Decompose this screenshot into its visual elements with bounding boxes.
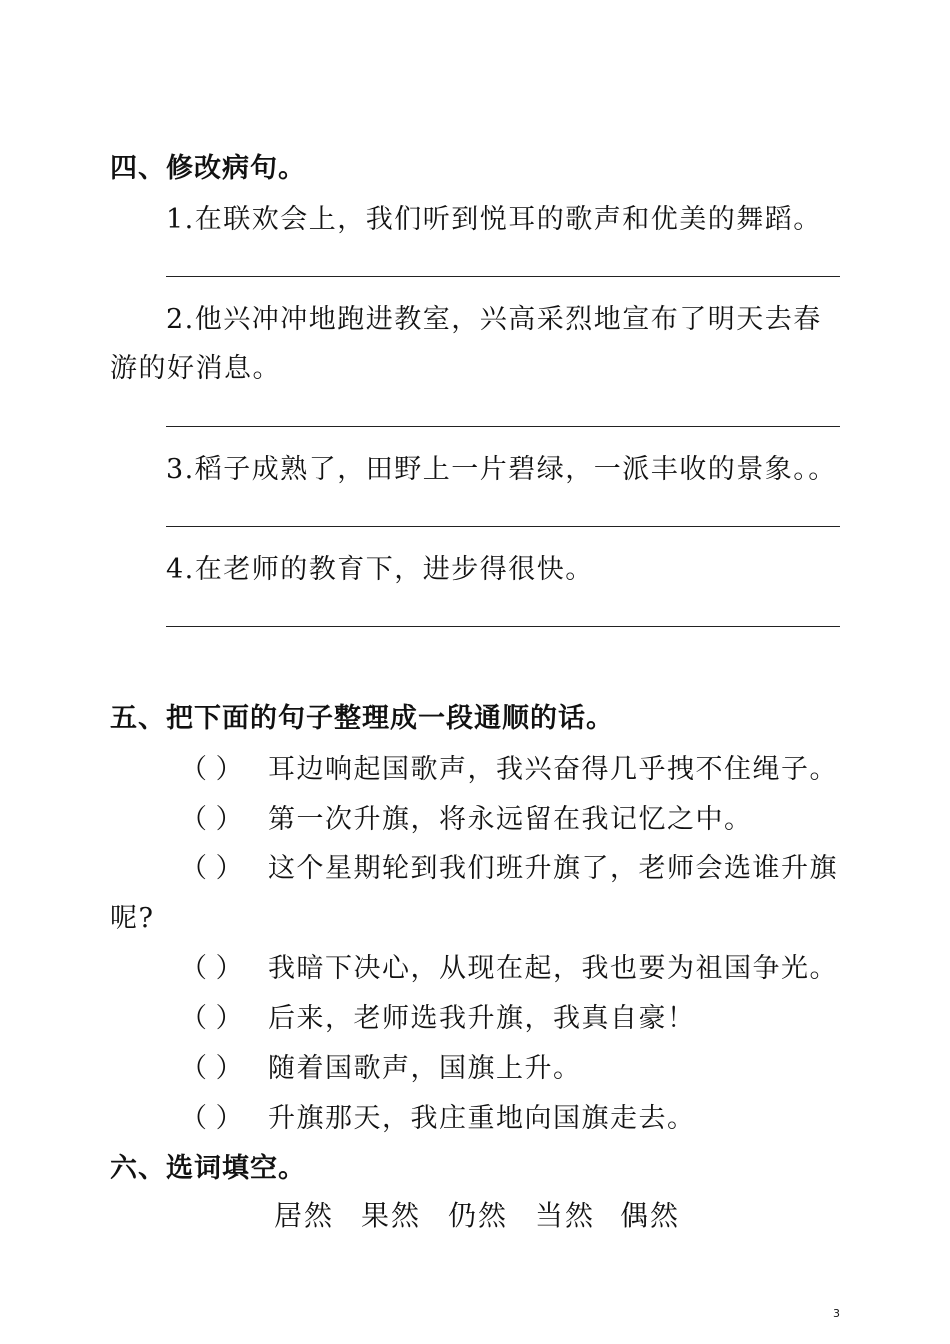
sentence-item: 耳边响起国歌声，我兴奋得几乎拽不住绳子。 xyxy=(268,754,838,785)
order-blank-2[interactable]: （ ） xyxy=(180,804,243,835)
word-choice: 居然 xyxy=(274,1199,335,1232)
word-choice: 仍然 xyxy=(448,1199,509,1232)
answer-line-1[interactable] xyxy=(166,276,840,277)
section4-title: 四、修改病句。 xyxy=(110,153,306,184)
word-choice: 偶然 xyxy=(620,1199,681,1232)
question-4-text: 4.在老师的教育下，进步得很快。 xyxy=(166,554,594,585)
sentence-item: 随着国歌声，国旗上升。 xyxy=(268,1053,582,1084)
answer-line-4[interactable] xyxy=(166,626,840,627)
sentence-item: 第一次升旗，将永远留在我记忆之中。 xyxy=(268,804,753,835)
answer-line-3[interactable] xyxy=(166,526,840,527)
order-blank-1[interactable]: （ ） xyxy=(180,754,243,785)
word-choice: 果然 xyxy=(361,1199,422,1232)
question-1-text: 1.在联欢会上，我们听到悦耳的歌声和优美的舞蹈。 xyxy=(166,204,822,235)
word-choice: 当然 xyxy=(535,1199,596,1232)
sentence-item: 后来，老师选我升旗，我真自豪！ xyxy=(268,1003,696,1034)
sentence-item: 升旗那天，我庄重地向国旗走去。 xyxy=(268,1103,696,1134)
page-number: 3 xyxy=(833,1307,840,1320)
order-blank-7[interactable]: （ ） xyxy=(180,1103,243,1134)
section5-title: 五、把下面的句子整理成一段通顺的话。 xyxy=(110,703,614,734)
question-3-text: 3.稻子成熟了，田野上一片碧绿，一派丰收的景象。。 xyxy=(166,454,837,485)
section6-title: 六、选词填空。 xyxy=(110,1153,306,1184)
question-2-text-line2: 游的好消息。 xyxy=(110,353,281,384)
question-2-text-line1: 2.他兴冲冲地跑进教室，兴高采烈地宣布了明天去春 xyxy=(166,304,822,335)
order-blank-6[interactable]: （ ） xyxy=(180,1053,243,1084)
sentence-item: 这个星期轮到我们班升旗了，老师会选谁升旗 xyxy=(268,853,838,884)
order-blank-3[interactable]: （ ） xyxy=(180,853,243,884)
sentence-item-continuation: 呢? xyxy=(110,903,155,934)
order-blank-4[interactable]: （ ） xyxy=(180,953,243,984)
order-blank-5[interactable]: （ ） xyxy=(180,1003,243,1034)
answer-line-2[interactable] xyxy=(166,426,840,427)
sentence-item: 我暗下决心，从现在起，我也要为祖国争光。 xyxy=(268,953,838,984)
